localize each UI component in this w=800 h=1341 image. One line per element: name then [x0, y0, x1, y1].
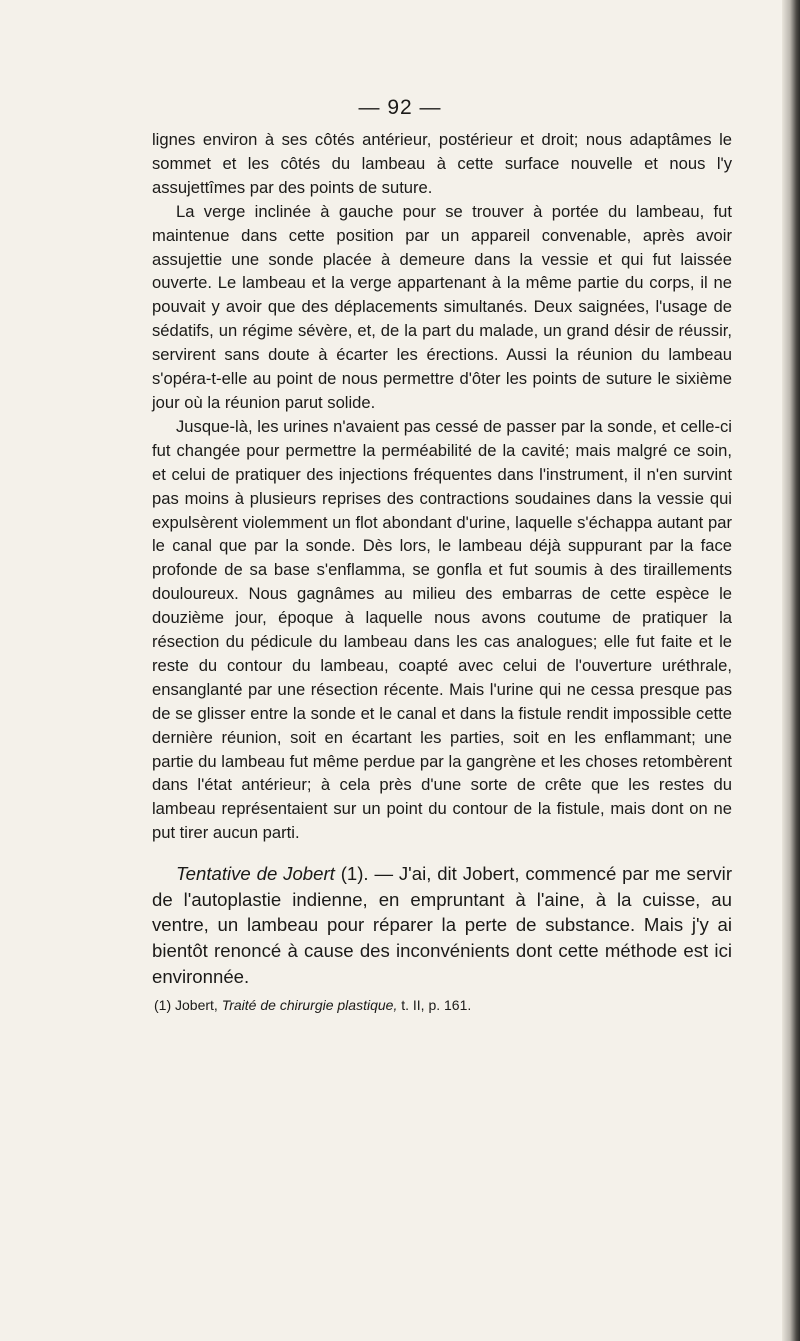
paragraph-1: lignes environ à ses côtés antérieur, postérieur et droit; nous adaptâmes le sommet et les côtés du lambeau à cette surface nouvelle et nous l'y assujettîmes par des points de suture. [152, 130, 732, 197]
paragraph-2: La verge inclinée à gauche pour se trouver à portée du lambeau, fut maintenue dans cette position par un appareil convenable, après avoir assujettie une sonde placée à demeure dans la vessie et qui fut laissée ouverte. Le lambeau et la verge appartenant à la même partie du corps, il ne pouvait y avoir que des déplacements simultanés. Deux saignées, l'usage de sédatifs, un régime sévère, et, de la part du malade, un grand désir de réussir, servirent sans doute à écarter les érections. Aussi la réunion du lambeau s'opéra-t-elle au point de nous permettre d'ôter les points de suture le sixième jour où la réunion parut solide. [152, 201, 732, 412]
section-title: Tentative de Jobert [176, 863, 335, 885]
footnote-work: Traité de chirurgie plastique, [221, 997, 398, 1014]
footnote-mark: (1) [154, 997, 172, 1014]
footnote-ref: t. II, p. 161. [401, 997, 472, 1014]
footnote-reference: (1). [340, 863, 369, 885]
page-body [152, 128, 732, 1015]
paragraph-3: Jusque-là, les urines n'avaient pas cessé de passer par la sonde, et celle-ci fut changée pour permettre la perméabilité de la cavité; mais malgré ce soin, et celui de pratiquer des injections fréquentes dans l'instrument, il n'en survint pas moins à plusieurs reprises des contractions soudaines dans la vessie qui expulsèrent violemment un flot abondant d'urine, laquelle s'échappa autant par le canal que par la sonde. Dès lors, le lambeau déjà suppurant par la face profonde de sa base s'enflamma, se gonfla et fut soumis à des tiraillements douloureux. Nous gagnâmes au milieu des embarras de cette espèce le douzième jour, époque à laquelle nous avons coutume de pratiquer la résection du pédicule du lambeau dans les cas analogues; elle fut faite et le reste du contour du lambeau, coapté avec celui de l'ouverture uréthrale, ensanglanté par une résection récente. Mais l'urine qui ne cessa presque pas de se glisser entre la sonde et le canal et dans la fistule rendit impossible cette dernière réunion, soit en écartant les parties, soit en les enflammant; une partie du lambeau fut même perdue par la gangrène et les choses retombèrent dans l'état antérieur; à cela près d'une sorte de crête que les restes du lambeau représentaient sur un point du contour de la fistule, mais dont on ne put tirer aucun parti. [152, 416, 732, 843]
footnote [152, 995, 732, 1015]
section-paragraph [152, 861, 732, 989]
section-text: — J'ai, dit Jobert, commencé par me servir de l'autoplastie indienne, en empruntant à l'aine, à la cuisse, au ventre, un lambeau pour réparer la perte de substance. Mais j'y ai bientôt renoncé à cause des inconvénients dont cette méthode est ici environnée. [152, 863, 733, 987]
footnote-author: Jobert, [175, 997, 218, 1014]
page-number: — 92 — [358, 96, 442, 119]
page-edge-shadow [782, 0, 800, 1341]
